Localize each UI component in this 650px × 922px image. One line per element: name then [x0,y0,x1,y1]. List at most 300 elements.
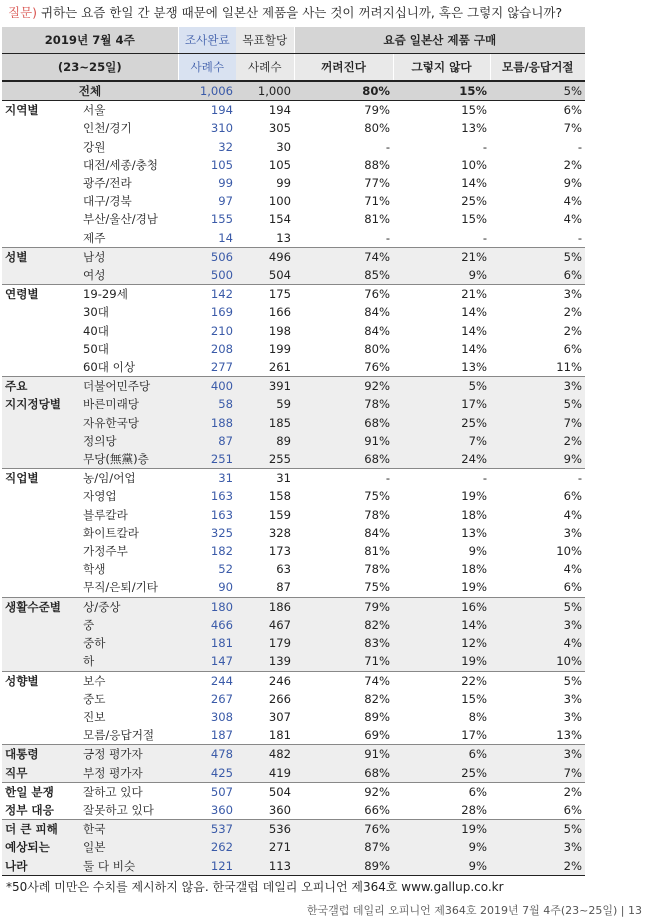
cell-n1: 99 [218,176,234,191]
cell-n2: 391 [236,377,294,396]
cell-n1: 182 [210,544,234,559]
cell-n2: 186 [236,597,294,616]
header-title-line1: 2019년 7월 4주 [2,27,178,54]
cell-n2: 504 [236,266,294,285]
cell-c1: 78% [364,507,391,522]
group-label: 정부 대응 [5,802,54,817]
cell-c3: 5% [490,597,585,616]
total-c1: 80% [294,81,393,101]
cell-n2: 271 [236,838,294,856]
cell-c3: 10% [490,652,585,671]
cell-n1: 262 [178,838,236,856]
cell-c1: 92% [294,377,393,396]
cell-n1: 507 [178,782,236,801]
header-col2: 그렇지 않다 [393,54,490,82]
cell-c3: 5% [490,247,585,266]
cell-sub: 부정 평가자 [80,764,178,783]
cell-c2: 17% [393,395,490,413]
total-c2: 15% [393,81,490,101]
cell-sub: 중 [80,616,178,634]
cell-c2: 16% [393,597,490,616]
table-row [2,469,585,488]
table-row [2,690,585,708]
cell-c3: 3% [490,616,585,634]
cell-sub: 무직/은퇴/기타 [83,580,159,595]
cell-c3: 6% [563,489,583,504]
group-label [2,210,80,228]
table-row [2,156,585,174]
cell-c3: 9% [563,176,583,191]
cell-n2: 113 [236,857,294,876]
cell-c1: 83% [294,634,393,652]
cell-c2: 15% [461,212,488,227]
cell-n2: 59 [236,395,294,413]
group-label [2,174,80,192]
cell-c1: 89% [294,857,393,876]
table-row [2,745,585,764]
cell-sub: 잘못하고 있다 [83,802,154,817]
cell-n2: 99 [276,176,292,191]
cell-n2: 105 [268,157,292,172]
cell-c1: 84% [364,525,391,540]
cell-sub: 일본 [80,838,178,856]
cell-n2: 328 [268,525,292,540]
cell-c1: 91% [294,745,393,764]
cell-sub: 여성 [80,266,178,285]
cell-c2: 5% [393,377,490,396]
cell-c2: 14% [461,323,488,338]
group-label: 지지정당별 [2,395,80,413]
cell-n1: 31 [178,469,236,488]
cell-n1: 277 [210,360,234,375]
cell-c3: 13% [556,728,583,743]
cell-n2: 496 [236,247,294,266]
cell-c1: 74% [294,671,393,690]
table-row [2,450,585,469]
table-row [2,210,585,228]
group-label [2,690,80,708]
cell-c3: 3% [563,709,583,724]
cell-sub: 모름/응답거절 [83,728,155,743]
group-label [2,192,80,210]
cell-sub: 자유한국당 [80,414,178,432]
cell-c1: 84% [364,323,391,338]
cell-sub: 잘하고 있다 [80,782,178,801]
cell-n1: 466 [178,616,236,634]
group-label [2,506,80,524]
cell-c1: 79% [294,101,393,120]
cell-sub: 더불어민주당 [80,377,178,396]
cell-c3: 2% [563,323,583,338]
total-n2: 1,000 [236,81,294,101]
cell-c2: 21% [393,285,490,304]
cell-n2: 173 [268,544,292,559]
cell-c2: 19% [393,652,490,671]
total-row [2,81,585,101]
table-row [2,229,585,248]
cell-sub: 무당(無黨)층 [80,450,178,469]
cell-sub: 광주/전라 [83,176,132,191]
table-row [2,487,585,505]
table-row [2,101,585,120]
cell-c2: - [482,230,488,245]
cell-sub: 블루칼라 [83,507,128,522]
cell-c1: 82% [294,616,393,634]
cell-c2: 25% [393,764,490,783]
cell-c2: 15% [461,691,488,706]
table-row [2,322,585,340]
table-row [2,174,585,192]
cell-c3: 3% [563,525,583,540]
cell-c2: 21% [393,247,490,266]
cell-c3: 2% [490,432,585,450]
cell-sub: 제주 [83,230,106,245]
cell-c3: - [577,139,583,154]
cell-c3: 10% [556,544,583,559]
group-label: 주요 [2,377,80,396]
group-label [2,542,80,560]
cell-c1: 76% [294,285,393,304]
cell-c1: 74% [294,247,393,266]
table-row [2,820,585,839]
cell-c2: 14% [461,176,488,191]
group-label [2,652,80,671]
cell-n2: 199 [268,341,292,356]
cell-c3: 2% [563,157,583,172]
survey-table [2,27,585,876]
cell-c3: 9% [490,450,585,469]
cell-c3: 2% [563,305,583,320]
cell-n1: 52 [218,562,234,577]
table-row [2,192,585,210]
header-n1-line2: 사례수 [178,54,236,82]
cell-sub: 대구/경북 [83,194,132,209]
cell-c3: - [577,230,583,245]
cell-sub: 보수 [80,671,178,690]
table-row [2,285,585,304]
cell-n1: 267 [210,691,234,706]
header-n2-line2: 사례수 [236,54,294,82]
table-row [2,138,585,156]
table-row [2,560,585,578]
cell-c3: 11% [556,360,583,375]
group-label [2,634,80,652]
cell-n1: 251 [178,450,236,469]
cell-c2: 9% [393,266,490,285]
cell-sub: 중도 [83,691,106,706]
group-label: 예상되는 [2,838,80,856]
table-row [2,708,585,726]
cell-n1: 163 [210,489,234,504]
cell-n1: 210 [210,323,234,338]
table-row [2,340,585,358]
cell-sub: 한국 [80,820,178,839]
cell-c1: 77% [364,176,391,191]
cell-n2: 307 [268,709,292,724]
table-row [2,247,585,266]
header-n1-line1: 조사완료 [178,27,236,54]
group-label: 한일 분쟁 [2,782,80,801]
table-row [2,838,585,856]
cell-n1: 155 [210,212,234,227]
group-label: 성향별 [2,671,80,690]
cell-c1: 68% [294,764,393,783]
question-text: 귀하는 요즘 한일 간 분쟁 때문에 일본산 제품을 사는 것이 꺼려지십니까, 혹은 그렇지 않습니까? [41,5,563,20]
cell-c2: 15% [393,101,490,120]
cell-n1: 325 [210,525,234,540]
cell-c1: 66% [364,802,391,817]
cell-n2: 179 [236,634,294,652]
cell-c1: - [385,230,391,245]
table-row [2,652,585,671]
cell-c3: 6% [490,266,585,285]
cell-n2: 419 [236,764,294,783]
total-label: 전체 [2,81,178,101]
cell-c2: 28% [461,802,488,817]
cell-c2: 13% [461,525,488,540]
group-label [2,358,80,377]
cell-n2: 89 [236,432,294,450]
cell-sub: 대전/세종/충청 [83,157,159,172]
cell-n2: 158 [268,489,292,504]
cell-sub: 상/중상 [80,597,178,616]
table-row [2,266,585,285]
cell-c1: 78% [294,395,393,413]
cell-sub: 정의당 [80,432,178,450]
cell-c2: 18% [461,562,488,577]
group-label: 대통령 [2,745,80,764]
cell-c3: 6% [563,802,583,817]
header-n2-line1: 목표할당 [236,27,294,54]
cell-c3: 7% [490,414,585,432]
group-label: 성별 [2,247,80,266]
footnote: *50사례 미만은 수치를 제시하지 않음. 한국갤럽 데일리 오피니언 제364호 www.gallup.co.kr [6,880,504,894]
cell-n1: 181 [178,634,236,652]
cell-c3: 3% [490,745,585,764]
cell-c1: 81% [364,544,391,559]
table-row [2,358,585,377]
cell-c2: 12% [393,634,490,652]
cell-c1: 79% [294,597,393,616]
cell-n2: 185 [236,414,294,432]
cell-c2: 14% [461,341,488,356]
group-label: 직무 [2,764,80,783]
cell-c2: 10% [461,157,488,172]
cell-c3: 7% [563,121,583,136]
group-label [2,432,80,450]
cell-n2: 194 [236,101,294,120]
cell-n1: 97 [218,194,234,209]
cell-n1: 360 [210,802,234,817]
cell-c2: 9% [393,838,490,856]
cell-c2: 22% [393,671,490,690]
cell-n1: 121 [178,857,236,876]
cell-sub: 19-29세 [80,285,178,304]
cell-n1: 163 [210,507,234,522]
cell-c2: - [393,469,490,488]
cell-n2: 166 [268,305,292,320]
cell-c3: 4% [490,634,585,652]
cell-c3: 4% [563,194,583,209]
table-row [2,764,585,783]
table-row [2,524,585,542]
cell-c3: 3% [490,285,585,304]
cell-sub: 진보 [83,709,106,724]
table-row [2,671,585,690]
cell-n2: 154 [268,212,292,227]
cell-c3: - [490,469,585,488]
cell-c1: 69% [364,728,391,743]
group-label [2,414,80,432]
cell-sub: 50대 [83,341,109,356]
group-label [2,616,80,634]
cell-n2: 266 [268,691,292,706]
header-title-line2: (23~25일) [2,54,178,82]
cell-c3: 5% [490,671,585,690]
cell-n2: 30 [276,139,292,154]
cell-c1: 75% [364,489,391,504]
cell-sub: 자영업 [83,489,117,504]
cell-c3: 2% [490,782,585,801]
cell-c3: 2% [490,857,585,876]
table-row [2,782,585,801]
cell-sub: 남성 [80,247,178,266]
cell-n2: 159 [268,507,292,522]
cell-n1: 58 [178,395,236,413]
cell-c1: 68% [294,414,393,432]
cell-c1: 89% [364,709,391,724]
question-label: 질문) [8,5,38,20]
group-label [2,524,80,542]
cell-c1: 71% [364,194,391,209]
cell-c1: 80% [364,121,391,136]
cell-n1: 500 [178,266,236,285]
cell-sub: 하 [80,652,178,671]
cell-n2: 504 [236,782,294,801]
table-row [2,597,585,616]
table-row [2,616,585,634]
cell-n2: 100 [268,194,292,209]
cell-n1: 400 [178,377,236,396]
group-label [2,138,80,156]
table-row [2,506,585,524]
cell-c2: 14% [461,305,488,320]
cell-c1: 68% [294,450,393,469]
cell-c1: 92% [294,782,393,801]
cell-sub: 부산/울산/경남 [83,212,159,227]
table-row [2,414,585,432]
cell-c1: 78% [364,562,391,577]
group-label [2,450,80,469]
cell-n2: 198 [268,323,292,338]
cell-c2: 17% [461,728,488,743]
group-label [2,303,80,321]
cell-n2: 255 [236,450,294,469]
cell-n2: 87 [276,580,292,595]
cell-n1: 194 [178,101,236,120]
table-row [2,801,585,820]
group-label [2,322,80,340]
cell-c2: 18% [461,507,488,522]
cell-c2: 9% [468,544,488,559]
cell-n2: 360 [268,802,292,817]
cell-c3: 5% [490,820,585,839]
cell-n1: 244 [178,671,236,690]
cell-n1: 87 [178,432,236,450]
cell-c2: 14% [393,616,490,634]
cell-sub: 둘 다 비슷 [80,857,178,876]
cell-n1: 537 [178,820,236,839]
table-row [2,303,585,321]
cell-n1: 90 [218,580,234,595]
cell-n1: 506 [178,247,236,266]
group-label [2,119,80,137]
group-label [2,560,80,578]
cell-c1: 88% [364,157,391,172]
cell-c1: 82% [364,691,391,706]
group-label [2,487,80,505]
group-label: 지역별 [2,101,80,120]
header-col1: 꺼려진다 [294,54,393,82]
cell-c1: 84% [364,305,391,320]
cell-c2: 25% [461,194,488,209]
question-line [8,3,562,21]
cell-c3: 3% [490,377,585,396]
cell-n2: 246 [236,671,294,690]
cell-sub: 바른미래당 [80,395,178,413]
group-label: 나라 [2,857,80,876]
table-row [2,857,585,876]
cell-n2: 181 [268,728,292,743]
cell-c3: 6% [563,580,583,595]
cell-c1: 85% [294,266,393,285]
cell-n2: 536 [236,820,294,839]
cell-n1: 425 [178,764,236,783]
cell-sub: 가정주부 [83,544,128,559]
cell-c1: - [385,139,391,154]
cell-n2: 261 [268,360,292,375]
group-label: 생활수준별 [2,597,80,616]
cell-sub: 농/임/어업 [80,469,178,488]
table-row [2,119,585,137]
cell-sub: 인천/경기 [83,121,132,136]
cell-n1: 147 [178,652,236,671]
table-row [2,578,585,597]
cell-c1: 76% [364,360,391,375]
cell-c1: - [294,469,393,488]
cell-sub: 화이트칼라 [83,525,139,540]
cell-c1: 76% [294,820,393,839]
cell-sub: 학생 [83,562,106,577]
cell-c2: 13% [461,360,488,375]
group-label: 연령별 [2,285,80,304]
cell-c2: 13% [461,121,488,136]
cell-c2: 6% [393,782,490,801]
table-row [2,542,585,560]
cell-c1: 87% [294,838,393,856]
group-label [2,578,80,597]
table-row [2,634,585,652]
cell-n2: 467 [236,616,294,634]
cell-c2: 9% [393,857,490,876]
cell-n2: 305 [268,121,292,136]
group-label [2,340,80,358]
cell-n1: 187 [210,728,234,743]
header-top-label: 요즘 일본산 제품 구매 [294,27,585,54]
cell-c1: 75% [364,580,391,595]
cell-n2: 31 [236,469,294,488]
group-label: 직업별 [2,469,80,488]
